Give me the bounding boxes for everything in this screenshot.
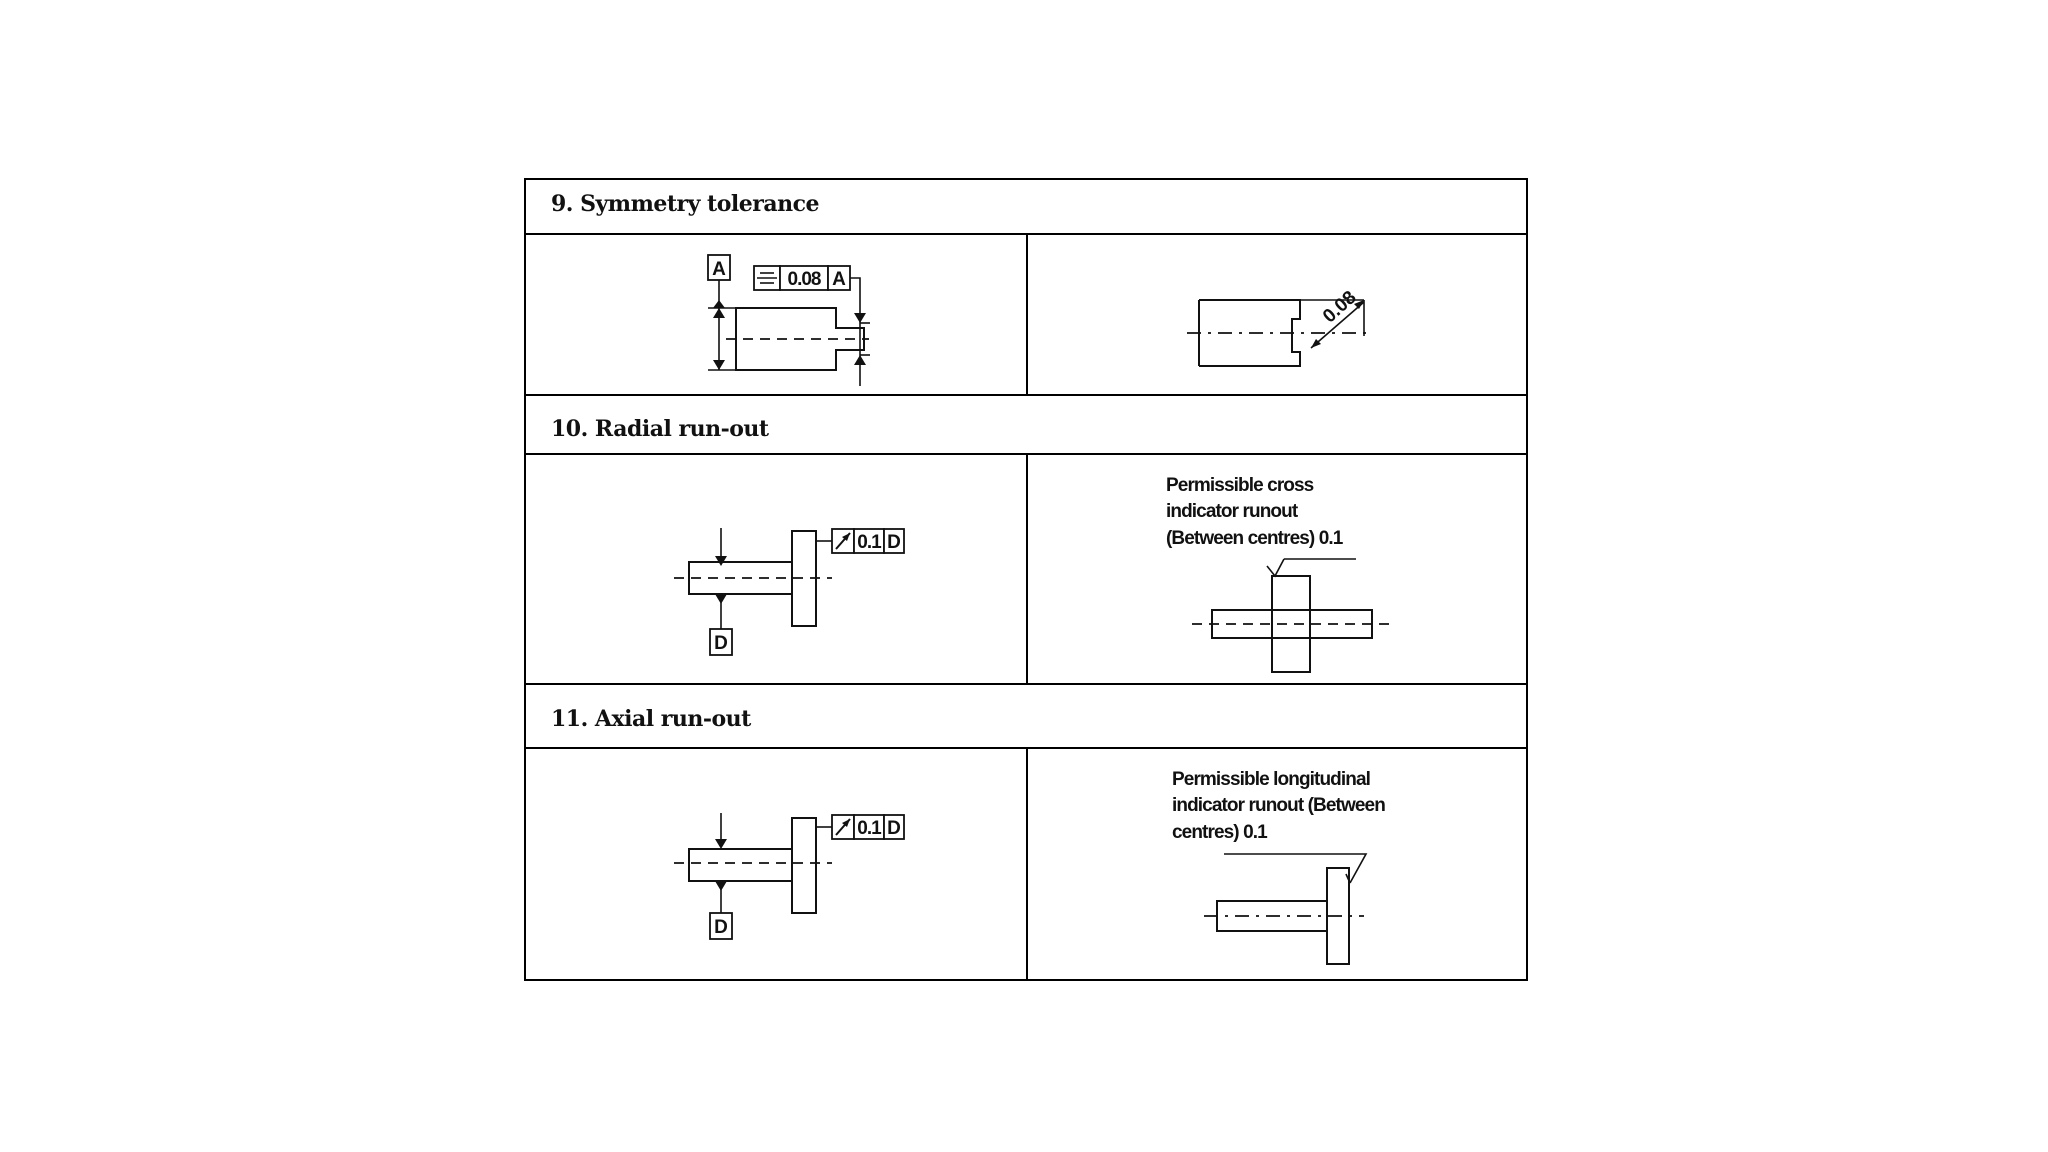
tolerance-value: 0.1 [857,532,881,553]
frame-datum-letter: D [887,818,901,839]
frame-datum-letter: A [832,269,846,290]
symmetry-interpretation [1187,287,1369,366]
symmetry-drawing [708,255,870,386]
note-line: centres) 0.1 [1172,822,1267,843]
note-line: indicator runout [1166,501,1298,522]
shaft [689,849,792,881]
note-line: Permissible cross [1166,475,1314,496]
zone-label: 0.08 [1318,287,1361,328]
frame-datum-letter: D [887,532,901,553]
tolerance-value: 0.08 [787,269,821,290]
axial-runout-interpretation [1172,769,1385,964]
section-title-axial-runout: 11. Axial run-out [551,706,751,732]
datum-letter: A [712,259,726,280]
note-line: Permissible longitudinal [1172,769,1370,790]
note-line: (Between centres) 0.1 [1166,528,1343,549]
datum-letter: D [714,917,728,938]
radial-runout-interpretation [1166,475,1392,672]
collar [792,818,816,913]
section-title-symmetry: 9. Symmetry tolerance [551,191,819,217]
tolerance-table [524,178,1528,981]
axial-runout-drawing [674,813,904,939]
section-title-radial-runout: 10. Radial run-out [551,416,769,442]
radial-runout-drawing [674,528,904,655]
datum-letter: D [714,633,728,654]
note-line: indicator runout (Between [1172,795,1385,816]
tolerance-value: 0.1 [857,818,881,839]
